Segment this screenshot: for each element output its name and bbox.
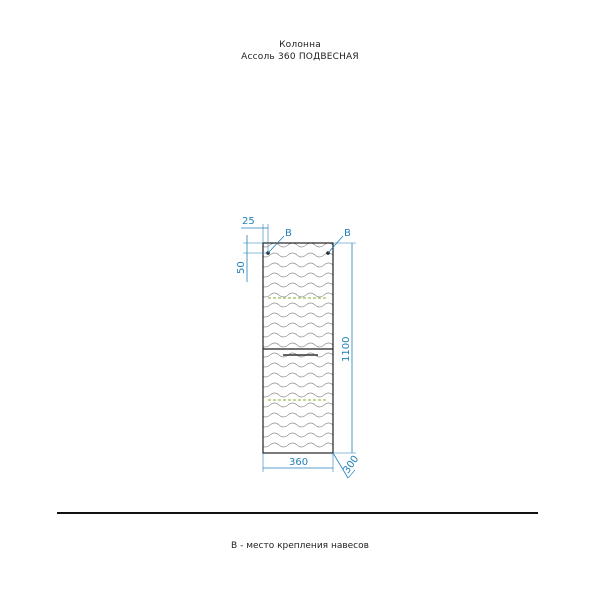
cabinet-outline bbox=[263, 243, 333, 453]
footer-note: В - место крепления навесов bbox=[231, 541, 369, 551]
drawing-title: Колонна bbox=[279, 40, 321, 50]
top-offset-label: 25 bbox=[242, 216, 255, 227]
cabinet bbox=[263, 243, 333, 453]
width-dimension bbox=[263, 453, 333, 472]
height-label: 1100 bbox=[341, 336, 352, 362]
depth-label: 300 bbox=[341, 453, 362, 476]
width-label: 360 bbox=[289, 457, 309, 468]
drawing-subtitle: Ассоль 360 ПОДВЕСНАЯ bbox=[241, 52, 359, 62]
footer-divider bbox=[57, 512, 538, 514]
depth-dimension bbox=[333, 453, 361, 478]
hanger-offset-label: 50 bbox=[236, 261, 247, 274]
height-dimension bbox=[333, 243, 356, 453]
hanger-marker-right: В bbox=[344, 228, 351, 239]
hanger-marker-left: В bbox=[285, 228, 292, 239]
